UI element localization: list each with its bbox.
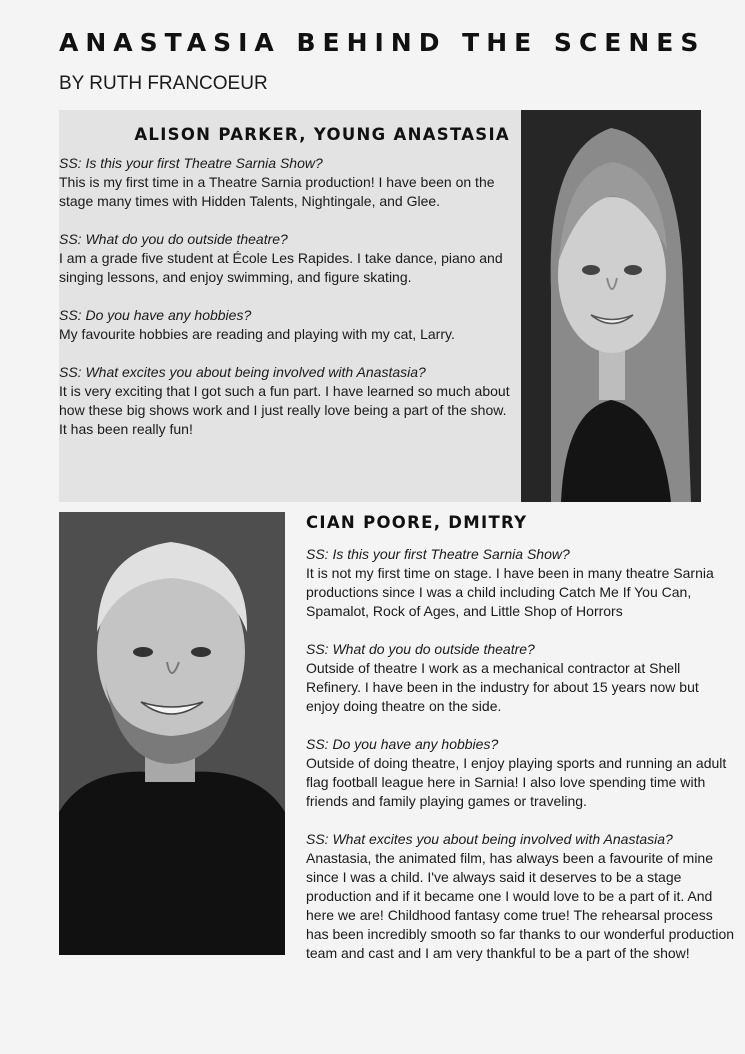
child-portrait-icon: [521, 110, 701, 502]
question: SS: What do you do outside theatre?: [306, 641, 535, 657]
question: SS: Do you have any hobbies?: [59, 307, 252, 323]
question: SS: What excites you about being involved with Anastasia?: [59, 364, 426, 380]
interview-block: [59, 154, 517, 458]
answer: Anastasia, the animated film, has always been a favourite of mine since I was a child. I've always said it deserves to be a stage production and if it became one I would love to be a part of it. And here we are! Childhood fantasy come true! The rehearsal process has been incredibly smooth so far thanks to our wonderful production team and cast and I am very thankful to be a part of the show!: [306, 850, 735, 961]
profile-heading: CIAN POORE, DMITRY: [306, 513, 528, 532]
answer: Outside of theatre I work as a mechanical contractor at Shell Refinery. I have been in the industry for about 15 years now but enjoy doing theatre on the side.: [306, 660, 699, 714]
answer: Outside of doing theatre, I enjoy playing sports and running an adult flag football league here in Sarnia! I also love spending time with friends and family playing games or traveling.: [306, 755, 727, 809]
answer: I am a grade five student at École Les Rapides. I take dance, piano and singing lessons, and enjoy swimming, and figure skating.: [59, 250, 503, 285]
alison-portrait-photo: [521, 110, 701, 502]
interview-block: [306, 545, 736, 982]
question: SS: Do you have any hobbies?: [306, 736, 499, 752]
profile-panel-alison: [59, 110, 521, 502]
man-portrait-icon: [59, 512, 285, 955]
profile-heading: ALISON PARKER, YOUNG ANASTASIA: [134, 125, 510, 144]
question: SS: What excites you about being involved with Anastasia?: [306, 831, 673, 847]
question: SS: Is this your first Theatre Sarnia Show?: [59, 155, 323, 171]
answer: It is not my first time on stage. I have been in many theatre Sarnia productions since I was a child including Catch Me If You Can, Spamalot, Rock of Ages, and Little Shop of Horrors: [306, 565, 714, 619]
cian-portrait-photo: [59, 512, 285, 955]
answer: It is very exciting that I got such a fun part. I have learned so much about how these big shows work and I just really love being a part of the show. It has been really fun!: [59, 383, 510, 437]
answer: My favourite hobbies are reading and playing with my cat, Larry.: [59, 326, 455, 342]
question: SS: Is this your first Theatre Sarnia Show?: [306, 546, 570, 562]
answer: This is my first time in a Theatre Sarnia production! I have been on the stage many times with Hidden Talents, Nightingale, and Glee.: [59, 174, 495, 209]
question: SS: What do you do outside theatre?: [59, 231, 288, 247]
byline: BY RUTH FRANCOEUR: [59, 73, 268, 94]
page-title: ANASTASIA BEHIND THE SCENES: [59, 28, 706, 57]
